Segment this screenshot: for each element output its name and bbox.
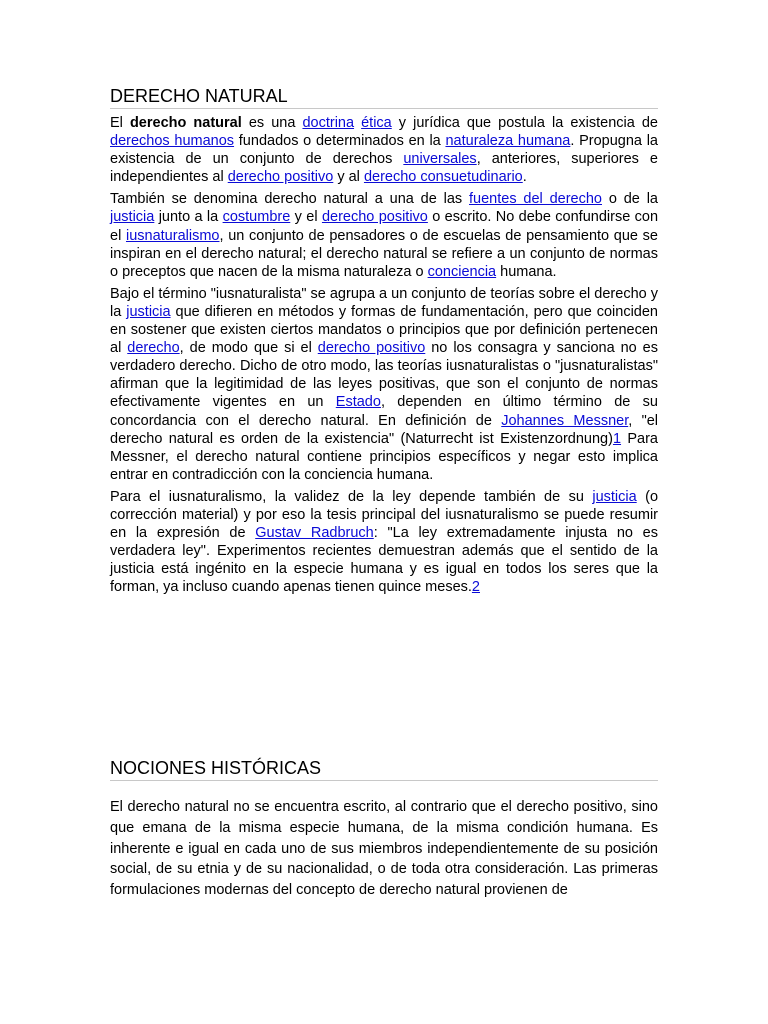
link-derecho[interactable]: derecho (127, 340, 180, 357)
text-run: El (110, 115, 130, 131)
link-justicia[interactable]: justicia (110, 209, 155, 226)
text-run: También se denomina derecho natural a una de las (110, 191, 469, 208)
link-estado[interactable]: Estado (335, 394, 381, 411)
link-gustav-radbruch[interactable]: Gustav Radbruch (255, 525, 374, 542)
link-justicia[interactable]: justicia (126, 303, 171, 320)
text-run: y jurídica que postula la existencia de (391, 115, 658, 131)
link-derechos-humanos[interactable]: derechos humanos (110, 133, 235, 150)
text-run: (o corrección material) y por eso la tesis principal del iusnaturalismo se puede resumir en la expresión de (110, 488, 659, 542)
paragraph-historia: El derecho natural no se encuentra escrito, al contrario que el derecho positivo, sino que emana de la misma especie humana, de la misma condición humana. Es inherente e igual en cada uno de sus miembros independientemente de su posición social, de su etnia y de su nacionalidad, o de toda otra consideración. Las primeras formulaciones modernas del concepto de derecho natural provienen de (110, 799, 658, 899)
text-run: . Propugna la existencia de un conjunto de derechos (110, 133, 659, 168)
link-fuentes-del-derecho[interactable]: fuentes del derecho (469, 191, 602, 208)
text-run: , anteriores, superiores e independientes al (110, 151, 658, 186)
link-derecho-positivo[interactable]: derecho positivo (321, 209, 428, 226)
text-run: junto a la (154, 209, 223, 226)
footnote-link-1[interactable]: 1 (612, 430, 622, 447)
section-heading-nociones-historicas: NOCIONES HISTÓRICAS (110, 757, 658, 781)
text-run: Para Messner, el derecho natural contiene principios específicos y negar esto implica entrar en contradicción con la conciencia humana. (110, 430, 658, 483)
link-naturaleza-humana[interactable]: naturaleza humana (445, 133, 571, 150)
link-derecho-positivo[interactable]: derecho positivo (317, 340, 426, 357)
section-nociones-historicas (110, 797, 658, 901)
link-etica[interactable]: ética (361, 115, 392, 131)
text-run: o escrito. No debe confundirse con el (110, 209, 659, 244)
text-run: , "el derecho natural es orden de la existencia" (Naturrecht ist Existenzordnung) (110, 412, 658, 447)
link-costumbre[interactable]: costumbre (222, 209, 291, 226)
text-run: , un conjunto de pensadores o de escuelas de pensamiento que se inspiran en el derecho natural; el derecho natural se refiere a un conjunto de normas o preceptos que nacen de la misma naturaleza o (110, 227, 658, 280)
text-run: : "La ley extremadamente injusta no es verdadera ley". Experimentos recientes demuestran además que el sentido de la justicia está ingénito en la especie humana y es igual en todos los seres que la forman, ya incluso cuando apenas tienen quince meses. (110, 525, 658, 596)
text-run: que difieren en métodos y formas de fundamentación, pero que coinciden en sostener que existen ciertos mandatos o principios que por definición pertenecen al (110, 303, 658, 357)
link-universales[interactable]: universales (403, 151, 477, 168)
paragraph-sources (110, 190, 658, 280)
text-run: y el (290, 209, 322, 226)
paragraph-validez (110, 488, 658, 597)
link-johannes-messner[interactable]: Johannes Messner (501, 412, 629, 429)
section-heading-derecho-natural: DERECHO NATURAL (110, 85, 658, 109)
text-run: . (522, 169, 527, 186)
text-run: y al (333, 169, 364, 186)
paragraph-iusnaturalista (110, 285, 658, 484)
section-derecho-natural (110, 114, 658, 600)
link-doctrina[interactable]: doctrina (302, 115, 355, 131)
text-run: no los consagra y sanciona no es verdadero derecho. Dicho de otro modo, las teorías iusnaturalistas o "jusnaturalistas" afirman que la legitimidad de las leyes positivas, que son el conjunto de normas efectivamente vigentes en un (110, 340, 658, 411)
text-run: fundados o determinados en la (234, 133, 446, 150)
link-iusnaturalismo[interactable]: iusnaturalismo (125, 227, 220, 244)
text-run: , de modo que si el (179, 340, 318, 357)
bold-term: derecho natural (129, 115, 242, 131)
footnote-link-2[interactable]: 2 (471, 579, 480, 596)
link-conciencia[interactable]: conciencia (427, 263, 497, 280)
link-derecho-positivo[interactable]: derecho positivo (227, 169, 334, 186)
text-run: humana. (496, 263, 557, 280)
text-run: , dependen en último término de su concordancia con el derecho natural. En definición de (110, 394, 658, 429)
text-run: Para el iusnaturalismo, la validez de la ley depende también de su (110, 488, 593, 505)
text-run: o de la (602, 191, 658, 208)
text-run: Bajo el término "iusnaturalista" se agrupa a un conjunto de teorías sobre el derecho y la (110, 285, 658, 320)
link-derecho-consuetudinario[interactable]: derecho consuetudinario (363, 169, 523, 186)
paragraph-definition (110, 114, 658, 186)
link-justicia[interactable]: justicia (592, 488, 637, 505)
text-run: es una (241, 115, 303, 131)
